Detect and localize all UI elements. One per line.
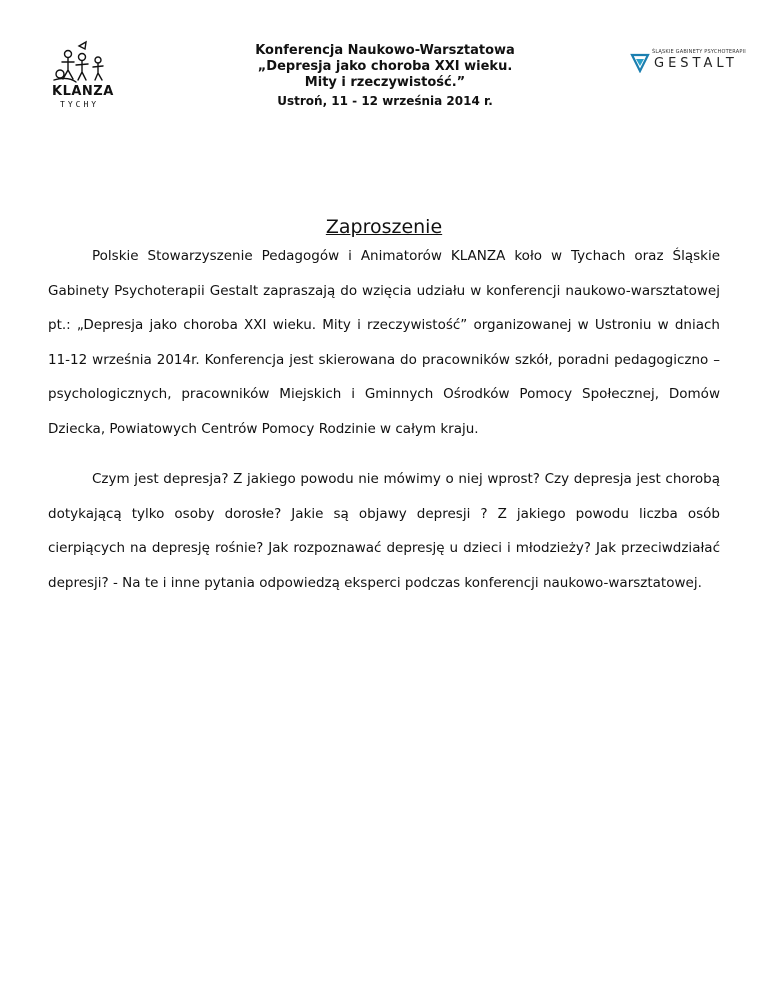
conference-title-line3: Mity i rzeczywistość.”	[304, 75, 466, 90]
conference-title-line2: „Depresja jako choroba XXI wieku.	[257, 59, 513, 74]
klanza-logo	[46, 40, 124, 118]
conference-date: Ustroń, 11 - 12 września 2014 r.	[277, 94, 493, 108]
klanza-subtitle: TYCHY	[60, 100, 100, 109]
conference-title-line1: Konferencja Naukowo-Warsztatowa	[255, 43, 515, 58]
gestalt-emblem-icon	[630, 51, 650, 73]
conference-heading	[200, 43, 570, 109]
klanza-wordmark: KLANZA	[52, 84, 114, 99]
children-figures-icon	[46, 40, 124, 90]
gestalt-logo	[630, 49, 750, 79]
document-title: Zaproszenie	[325, 215, 443, 238]
page-header	[0, 40, 768, 120]
gestalt-tagline: ŚLĄSKIE GABINETY PSYCHOTERAPII	[652, 49, 746, 55]
invitation-paragraph: Polskie Stowarzyszenie Pedagogów i Animatorów KLANZA koło w Tychach oraz Śląskie Gabinety Psychoterapii Gestalt zapraszają do wzięcia udziału w konferencji naukowo-warsztatowej pt.: „Depresja jako choroba XXI wieku. Mity i rzeczywistość” organizowanej w Ustroniu w dniach 11-12 września 2014r. Konferencja jest skierowana do pracowników szkół, poradni pedagogiczno – psychologicznych, pracowników Miejskich i Gminnych Ośrodków Pomocy Społecznej, Domów Dziecka, Powiatowych Centrów Pomocy Rodzinie w całym kraju.	[48, 248, 720, 437]
gestalt-wordmark: GESTALT	[654, 56, 738, 71]
questions-paragraph: Czym jest depresja? Z jakiego powodu nie mówimy o niej wprost? Czy depresja jest chorobą dotykającą tylko osoby dorosłe? Jakie są objawy depresji ? Z jakiego powodu liczba osób cierpiących na depresję rośnie? Jak rozpoznawać depresję u dzieci i młodzieży? Jak przeciwdziałać depresji? - Na te i inne pytania odpowiedzą eksperci podczas konferencji naukowo-warsztatowej.	[48, 471, 720, 591]
